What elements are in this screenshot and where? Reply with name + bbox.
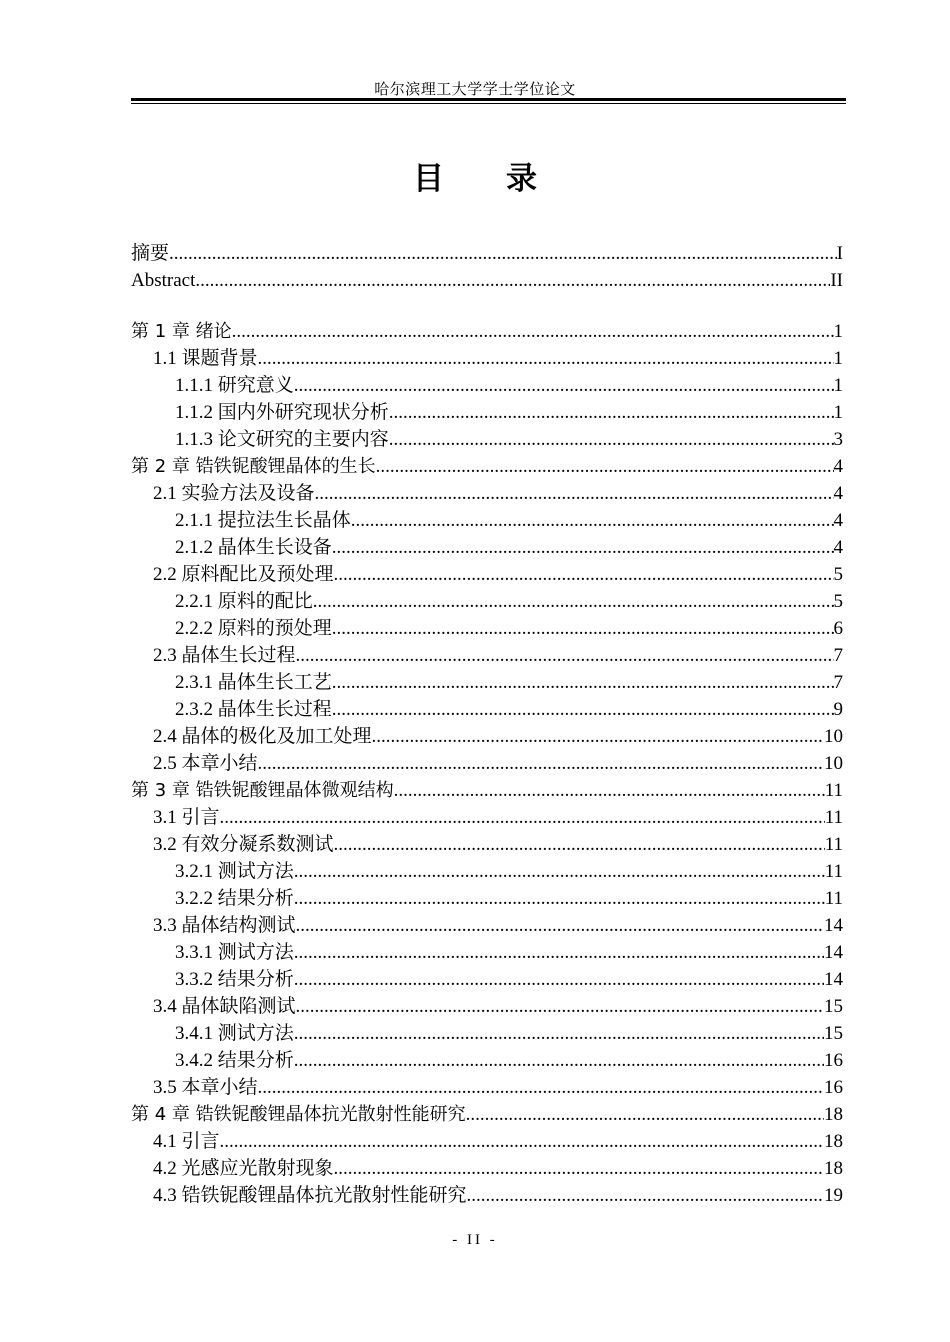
toc-entry[interactable] [131,480,843,507]
toc-entry-page: 14 [824,915,843,936]
toc-entry-page: 10 [824,726,843,747]
toc-entry-title: 摘要 [131,243,170,264]
toc-entry-page: 4 [833,510,843,531]
toc-entry-title: 2.1 实验方法及设备 [153,483,315,504]
toc-entry-title: 1.1.1 研究意义 [175,375,294,396]
toc-entry-page: 11 [824,888,843,909]
toc-dot-leader [466,1101,824,1128]
toc-entry[interactable] [131,345,843,372]
toc-entry-page: 3 [833,429,843,450]
toc-entry-page: 4 [833,537,843,558]
toc-entry[interactable] [131,426,843,453]
toc-entry[interactable] [131,615,843,642]
toc-entry-title: 1.1.3 论文研究的主要内容 [175,429,389,450]
toc-entry[interactable] [131,939,843,966]
toc-entry-title: 3.1 引言 [153,807,220,828]
toc-entry-title: 第 4 章 锆铁铌酸锂晶体抗光散射性能研究 [131,1104,466,1125]
toc-entry[interactable] [131,858,843,885]
page-title: 目录 [413,161,599,197]
toc-entry[interactable] [131,1020,843,1047]
toc-dot-leader [376,453,834,480]
toc-dot-leader [394,777,825,804]
toc-entry-title: 2.2 原料配比及预处理 [153,564,334,585]
toc-entry[interactable] [131,750,843,777]
toc-entry-title: 3.4.1 测试方法 [175,1023,294,1044]
toc-entry-title: 第 1 章 绪论 [131,321,232,342]
toc-dot-leader [258,1074,824,1101]
toc-entry-title: 2.1.1 提拉法生长晶体 [175,510,351,531]
toc-entry-page: 1 [833,375,843,396]
toc-entry-page: 6 [833,618,843,639]
toc-dot-leader [389,426,834,453]
toc-entry[interactable] [131,912,843,939]
page-number: - II - [452,1232,498,1248]
toc-dot-leader [334,1155,824,1182]
toc-entry[interactable] [131,1182,843,1209]
toc-entry-title: 2.5 本章小结 [153,753,258,774]
toc-entry-title: 4.2 光感应光散射现象 [153,1158,334,1179]
toc-entry-title: 3.3.2 结果分析 [175,969,294,990]
toc-dot-leader [195,267,830,294]
toc-entry-page: 5 [833,564,843,585]
toc-entry[interactable] [131,642,843,669]
header-rule-thin [131,103,846,104]
toc-entry-page: 1 [833,402,843,423]
toc-dot-leader [332,669,834,696]
toc-dot-leader [220,1128,824,1155]
toc-entry[interactable] [131,240,843,267]
toc-entry-page: 9 [833,699,843,720]
toc-dot-leader [294,966,824,993]
toc-dot-leader [372,723,824,750]
toc-dot-leader [389,399,834,426]
toc-entry-title: 第 3 章 锆铁铌酸锂晶体微观结构 [131,780,394,801]
toc-entry-page: II [830,270,843,291]
toc-chapter-entry[interactable] [131,777,843,804]
toc-chapter-entry[interactable] [131,453,843,480]
toc-dot-leader [294,939,824,966]
toc-dot-leader [294,1020,824,1047]
toc-entry-page: 18 [824,1158,843,1179]
toc-front-matter [131,240,843,294]
toc-entry-title: 4.3 锆铁铌酸锂晶体抗光散射性能研究 [153,1185,467,1206]
toc-dot-leader [258,750,824,777]
toc-entry-title: 2.3.1 晶体生长工艺 [175,672,332,693]
toc-entry-title: 3.3 晶体结构测试 [153,915,296,936]
toc-dot-leader [294,372,834,399]
toc-dot-leader [169,240,837,267]
toc-entry-page: 10 [824,753,843,774]
toc-entry-title: Abstract [131,270,196,291]
toc-entry-title: 第 2 章 锆铁铌酸锂晶体的生长 [131,456,376,477]
toc-entry[interactable] [131,534,843,561]
toc-entry-title: 3.2.2 结果分析 [175,888,294,909]
toc-entry-page: 11 [824,861,843,882]
toc-entry-page: 7 [833,645,843,666]
toc-entry[interactable] [131,966,843,993]
toc-dot-leader [296,912,824,939]
toc-entry[interactable] [131,588,843,615]
toc-dot-leader [334,561,834,588]
toc-entry[interactable] [131,1155,843,1182]
toc-entry-title: 3.4 晶体缺陷测试 [153,996,296,1017]
toc-entry-page: 19 [824,1185,843,1206]
toc-entry-page: 18 [824,1131,843,1152]
toc-dot-leader [332,534,834,561]
toc-entry-title: 3.2.1 测试方法 [175,861,294,882]
toc-entry-title: 3.3.1 测试方法 [175,942,294,963]
toc-entry-title: 2.4 晶体的极化及加工处理 [153,726,372,747]
toc-entry-page: 16 [824,1050,843,1071]
toc-entry-page: 11 [824,807,843,828]
toc-entry[interactable] [131,507,843,534]
toc-dot-leader [296,993,824,1020]
toc-dot-leader [315,480,834,507]
toc-dot-leader [332,696,834,723]
toc-entry-title: 3.5 本章小结 [153,1077,258,1098]
toc-entry[interactable] [131,696,843,723]
header-title: 哈尔滨理工大学学士学位论文 [374,82,576,98]
toc-entry[interactable] [131,723,843,750]
toc-dot-leader [296,642,834,669]
toc-entry-title: 1.1 课题背景 [153,348,258,369]
toc-entry[interactable] [131,831,843,858]
toc-entry-page: 4 [833,456,843,477]
toc-entry-title: 3.4.2 结果分析 [175,1050,294,1071]
toc-entry-page: 15 [824,996,843,1017]
header-rule-thick [131,98,846,101]
toc-entry-page: I [836,243,843,264]
toc-entry-page: 16 [824,1077,843,1098]
toc-entry-title: 2.2.2 原料的预处理 [175,618,332,639]
toc-entry[interactable] [131,399,843,426]
toc-dot-leader [294,885,825,912]
toc-dot-leader [313,588,834,615]
toc-dot-leader [467,1182,824,1209]
toc-entry-page: 14 [824,942,843,963]
toc-entry-page: 4 [833,483,843,504]
toc-entry-title: 4.1 引言 [153,1131,220,1152]
toc-entry-title: 2.3 晶体生长过程 [153,645,296,666]
toc-entry[interactable] [131,372,843,399]
toc-entry[interactable] [131,561,843,588]
toc-dot-leader [258,345,834,372]
toc-entry-page: 11 [824,780,843,801]
toc-entry-page: 7 [833,672,843,693]
toc-entry-title: 2.1.2 晶体生长设备 [175,537,332,558]
toc-dot-leader [334,831,825,858]
toc-entry-page: 11 [824,834,843,855]
toc-entry[interactable] [131,1047,843,1074]
toc-dot-leader [351,507,834,534]
toc-main [131,318,843,1209]
toc-chapter-entry[interactable] [131,318,843,345]
toc-dot-leader [294,858,825,885]
toc-dot-leader [332,615,834,642]
toc-entry-page: 5 [833,591,843,612]
toc-dot-leader [294,1047,824,1074]
toc-entry[interactable] [131,885,843,912]
toc-entry-title: 1.1.2 国内外研究现状分析 [175,402,389,423]
toc-entry[interactable] [131,669,843,696]
toc-entry-title: 2.2.1 原料的配比 [175,591,313,612]
toc-chapter-entry[interactable] [131,1101,843,1128]
toc-entry-title: 3.2 有效分凝系数测试 [153,834,334,855]
toc-entry[interactable] [131,804,843,831]
toc-dot-leader [220,804,825,831]
toc-entry-page: 14 [824,969,843,990]
toc-entry-page: 18 [824,1104,843,1125]
toc-entry[interactable] [131,1128,843,1155]
toc-entry[interactable] [131,1074,843,1101]
toc-dot-leader [232,318,834,345]
toc-entry-page: 1 [833,321,843,342]
toc-entry[interactable] [131,993,843,1020]
toc-entry-title: 2.3.2 晶体生长过程 [175,699,332,720]
toc-entry-page: 15 [824,1023,843,1044]
toc-entry-page: 1 [833,348,843,369]
toc-entry[interactable] [131,267,843,294]
